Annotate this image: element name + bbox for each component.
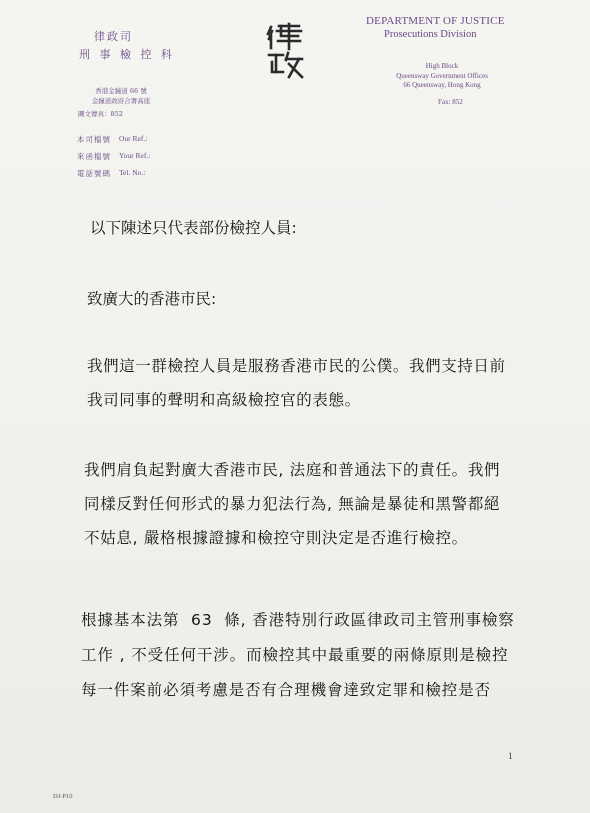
letter-intro: 以下陳述只代表部份檢控人員: [90,219,297,237]
reference-label-en: Tel. No.: [119,168,146,177]
en-fax: Fax: 852 [438,98,463,106]
reference-label-zh: 本司檔號 [77,135,111,144]
paragraph-line: 我們這一群檢控人員是服務香港市民的公僕。我們支持日前 [87,357,506,375]
zh-address-line: 香港金鐘道 66 號 [95,87,147,95]
letter-paragraph [84,453,500,555]
zh-department-name: 律政司 [94,30,133,43]
zh-address [66,86,176,106]
en-address-line: 66 Queensway, Hong Kong [403,81,481,89]
reference-label-zh: 電話號碼 [77,169,111,178]
en-division-name: Prosecutions Division [384,29,477,40]
paragraph-line: 工作 , 不受任何干涉。而檢控其中最重要的兩條原則是檢控 [81,646,509,664]
department-of-justice-seal-icon [265,22,305,80]
letter-paragraph [87,349,506,417]
letter-paragraph [81,603,515,708]
paragraph-line: 每一件案前必須考慮是否有合理機會達致定罪和檢控是否 [81,681,492,699]
form-code: DJ-P10 [53,793,73,800]
letter-salutation: 致廣大的香港市民: [87,290,217,308]
paragraph-line: 我司同事的聲明和高級檢控官的表態。 [87,391,361,409]
reference-label-en: Your Ref.: [119,151,151,160]
paragraph-line: 不姑息, 嚴格根據證據和檢控守則決定是否進行檢控。 [84,529,468,547]
en-department-name: DEPARTMENT OF JUSTICE [366,15,505,27]
paragraph-line: 我們肩負起對廣大香港市民, 法庭和普通法下的責任。我們 [84,461,501,479]
reference-label-en: Our Ref.: [119,134,148,143]
zh-division-name: 刑 事 檢 控 科 [79,48,175,61]
en-address [382,62,502,91]
paragraph-line: 同樣反對任何形式的暴力犯法行為, 無論是暴徒和黑警都絕 [84,495,501,513]
reference-label-zh: 來函檔號 [77,152,111,161]
zh-address-line: 金鐘道政府合署高座 [91,97,151,105]
paragraph-line: 根據基本法第 63 條, 香港特別行政區律政司主管刑事檢察 [81,611,515,629]
zh-fax: 圖文傳真：852 [78,110,123,118]
en-address-line: Queensway Government Offices [396,71,488,80]
en-address-line: High Block [425,62,459,70]
page-number: 1 [508,751,513,761]
